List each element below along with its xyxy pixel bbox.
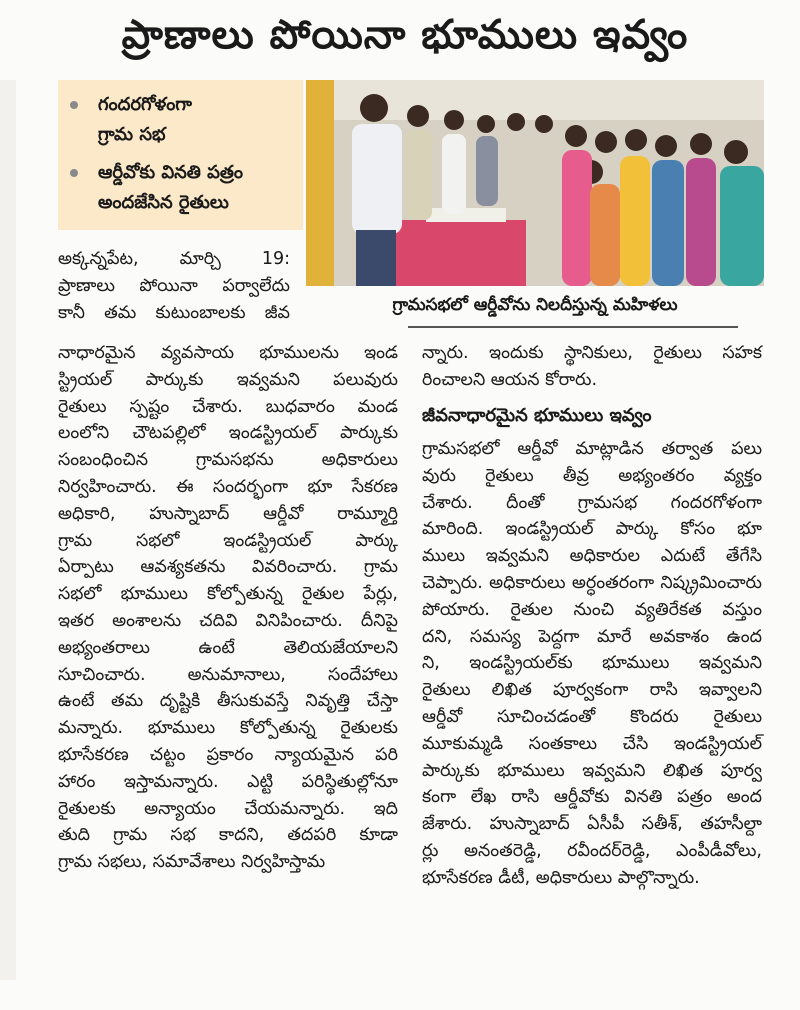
text-line: సభలో భూములు కోల్పోతున్న రైతుల పేర్లు, <box>58 584 398 605</box>
text-line: ఇతర అంశాలను చదివి వినిపించారు. దీనిపై <box>58 610 398 631</box>
article-subheading: జీవనాధారమైన భూములు ఇవ్వం <box>422 405 652 426</box>
text-line: అధికారి, హుస్నాబాద్ ఆర్డీవో రామ్మూర్తి <box>58 503 398 524</box>
text-line: న్నారు. ఇందుకు స్థానికులు, రైతులు సహక <box>422 343 762 363</box>
article-intro <box>58 246 290 326</box>
highlight-line: ఆర్డీవోకు వినతి పత్రం <box>98 162 244 183</box>
text-line: కానీ తమ కుటుంబాలకు జీవ <box>58 302 290 323</box>
highlight-line: గ్రామ సభ <box>98 124 166 145</box>
highlight-line: అందజేసిన రైతులు <box>98 192 229 213</box>
text-line: అభ్యంతరాలు ఉంటే తెలియజేయాలని <box>58 637 398 658</box>
news-photo <box>306 80 764 286</box>
text-line: మన్నారు. భూములు కోల్పోతున్న రైతులకు <box>58 718 398 739</box>
text-line: ఉంటే తమ దృష్టికి తీసుకువస్తే నివృత్తి చేస్తా <box>58 691 398 712</box>
text-line: తుది గ్రామ సభ కాదని, తదపరి కూడా <box>58 825 398 846</box>
text-line: హారం ఇస్తామన్నారు. ఎట్టి పరిస్థితుల్లోనూ <box>58 771 398 792</box>
highlights-box <box>58 80 303 230</box>
page-edge <box>0 80 16 980</box>
text-line: రైతులు లిఖిత పూర్వకంగా రాసి ఇవ్వాలని <box>422 680 762 701</box>
article-column-right <box>422 436 762 892</box>
text-line: భూసేకరణ డీటీ, అధికారులు పాల్గొన్నారు. <box>422 867 700 888</box>
text-line: గ్రామ సభలో ఇండస్ట్రియల్ పార్కు <box>58 530 398 551</box>
text-line: సూచించారు. అనుమానాలు, సందేహాలు <box>58 664 398 685</box>
headline: ప్రాణాలు పోయినా భూములు ఇవ్వం <box>121 12 689 58</box>
highlight-item <box>70 158 295 220</box>
text-line: రైతులు స్పష్టం చేశారు. బుధవారం మండ <box>58 396 398 417</box>
text-line: రించాలని ఆయన కోరారు. <box>422 369 598 390</box>
photo-caption: గ్రామసభలో ఆర్డీవోను నిలదీస్తున్న మహిళలు <box>392 295 678 315</box>
text-line: ని, ఇండస్ట్రియల్‌కు భూములు ఇవ్వమని <box>422 653 762 674</box>
text-line: జేశారు. హుస్నాబాద్ ఏసీపీ సతీశ్, తహసీల్దా <box>422 814 762 835</box>
text-line: ఏర్పాటు ఆవశ్యకతను వివరించారు. గ్రామ <box>58 557 398 578</box>
text-line: కంగా లేఖ రాసి ఆర్డీవోకు వినతి పత్రం అంద <box>422 787 762 808</box>
text-line: నాధారమైన వ్యవసాయ భూములను ఇండ <box>58 343 398 363</box>
text-line: రైతులకు అన్యాయం చేయమన్నారు. ఇది <box>58 798 398 819</box>
text-line: గ్రామసభలో ఆర్డీవో మాట్లాడిన తర్వాత పలు <box>422 439 762 459</box>
text-line: చెప్పారు. అధికారులు అర్ధంతరంగా నిష్క్రమించారు <box>422 572 762 593</box>
text-line: స్ట్రియల్ పార్కుకు ఇవ్వమని పలువురు <box>58 369 398 390</box>
text-line: మారింది. ఇండస్ట్రియల్ పార్కు కోసం భూ <box>422 519 762 540</box>
article-column-left <box>58 340 398 876</box>
text-line: గ్రామ సభలు, సమావేశాలు నిర్వహిస్తామ <box>58 852 326 873</box>
text-line: నిర్వహించారు. ఈ సందర్భంగా భూ సేకరణ <box>58 476 398 497</box>
bullet-icon <box>70 169 78 177</box>
text-line: మూకుమ్మడి సంతకాలు చేసి ఇండస్ట్రియల్ <box>422 733 762 754</box>
text-line: వురు రైతులు తీవ్ర అభ్యంతరం వ్యక్తం <box>422 465 762 486</box>
photo-illustration <box>306 80 764 286</box>
text-line: సంబంధించిన గ్రామసభను అధికారులు <box>58 450 398 471</box>
text-line: దని, సమస్య పెద్దగా మారే అవకాశం ఉంద <box>422 626 762 647</box>
text-line: పోయారు. రైతుల నుంచి వ్యతిరేకత వస్తుం <box>422 599 762 620</box>
text-line: ర్లు అనంతరెడ్డి, రవీందర్‌రెడ్డి, ఎంపీడీవోలు, <box>422 840 762 861</box>
text-line: భూసేకరణ చట్టం ప్రకారం న్యాయమైన పరి <box>58 744 398 765</box>
caption-divider <box>408 326 738 328</box>
text-line: చేశారు. దీంతో గ్రామసభ గందరగోళంగా <box>422 492 762 513</box>
highlight-line: గందరగోళంగా <box>98 94 192 115</box>
text-line: ప్రాణాలు పోయినా పర్వాలేదు <box>58 275 290 296</box>
article-column-right-top <box>422 340 762 394</box>
text-line: ఆర్డీవో సూచించడంతో కొందరు రైతులు <box>422 706 762 727</box>
text-line: ములు ఇవ్వమని అధికారుల ఎదుటే తేగేసి <box>422 546 762 567</box>
text-line: అక్కన్నపేట, మార్చి 19: <box>58 249 290 269</box>
bullet-icon <box>70 101 78 109</box>
text-line: లంలోని చౌటపల్లిలో ఇండస్ట్రియల్ పార్కుకు <box>58 423 398 444</box>
highlight-item <box>70 90 295 152</box>
text-line: పార్కుకు భూములు ఇవ్వమని లిఖిత పూర్వ <box>422 760 762 781</box>
